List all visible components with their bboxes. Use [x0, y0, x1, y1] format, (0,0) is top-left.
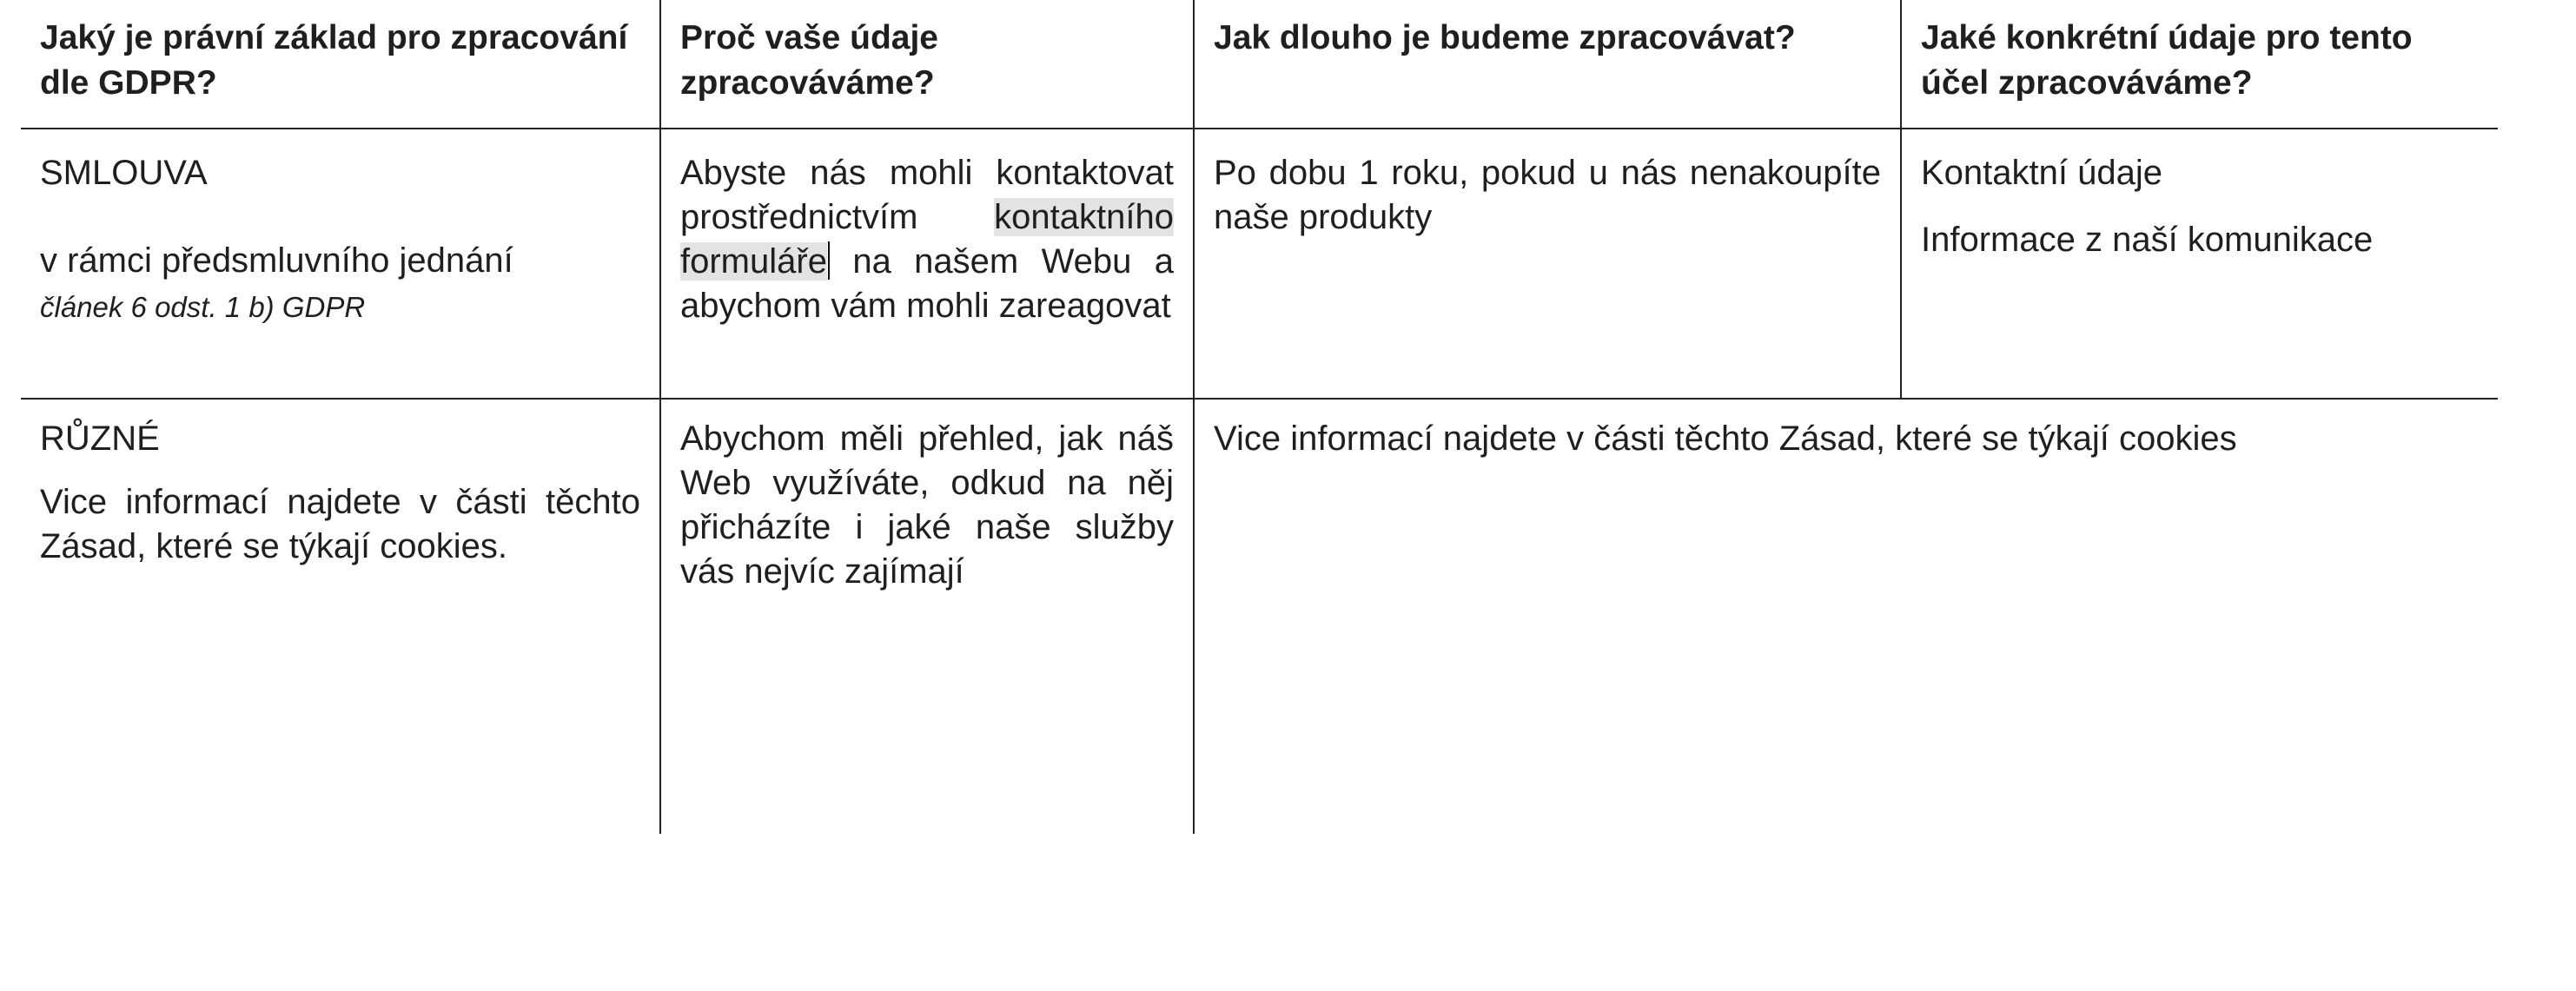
- row-2-legal-basis-detail: Vice informací najdete v části těchto Zásad, které se týkají cookies.: [40, 483, 640, 565]
- header-duration: [1195, 16, 1900, 61]
- data-item-contact: Kontaktní údaje: [1921, 154, 2162, 192]
- header-legal-basis: [21, 16, 659, 106]
- row-2-merged-info-text: Vice informací najdete v části těchto Zásad, které se týkají cookies: [1214, 420, 2237, 458]
- row-1-gdpr-article: článek 6 odst. 1 b) GDPR: [40, 291, 366, 323]
- row-1-duration-cell: [1195, 151, 1900, 240]
- row-2-merged-info-cell: [1195, 417, 2498, 461]
- data-item-communication: Informace z naší komunikace: [1921, 221, 2374, 259]
- header-bottom-border: [21, 128, 2498, 129]
- row-1-data-types-cell: [1902, 151, 2498, 262]
- row-1-legal-basis-cell: [21, 151, 659, 327]
- row-1-purpose-text-before: Abyste nás mohli kontaktovat prostřednictvím: [680, 154, 1174, 236]
- header-legal-basis-text: Jaký je právní základ pro zpracování dle GDPR?: [40, 19, 628, 102]
- header-purpose: [661, 16, 1193, 106]
- row-1-legal-basis-detail: v rámci předsmluvního jednání: [40, 241, 513, 280]
- header-purpose-text: Proč vaše údaje zpracováváme?: [680, 19, 938, 102]
- gdpr-processing-table: [21, 0, 2498, 834]
- header-data-types: [1902, 16, 2498, 106]
- row-2-legal-basis-cell: [21, 417, 659, 569]
- row-1-purpose-cell[interactable]: [661, 151, 1193, 328]
- contact-form-selected-label: kontaktního formuláře: [680, 198, 1174, 281]
- row-1-purpose-text-after: na našem Webu a abychom vám mohli zareagovat: [680, 242, 1174, 325]
- row-2-legal-basis-title: RŮZNÉ: [40, 420, 160, 458]
- row-1-bottom-border: [21, 398, 2498, 400]
- header-duration-text: Jak dlouho je budeme zpracovávat?: [1214, 19, 1796, 56]
- row-2-purpose-text: Abychom měli přehled, jak náš Web využíváte, odkud na něj přicházíte i jaké naše služby vás nejvíc zajímají: [680, 420, 1174, 591]
- row-1-duration-text: Po dobu 1 roku, pokud u nás nenakoupíte naše produkty: [1214, 154, 1881, 236]
- header-data-types-text: Jaké konkrétní údaje pro tento účel zpracováváme?: [1921, 19, 2413, 102]
- row-2-purpose-cell: [661, 417, 1193, 594]
- row-1-legal-basis-title: SMLOUVA: [40, 154, 208, 192]
